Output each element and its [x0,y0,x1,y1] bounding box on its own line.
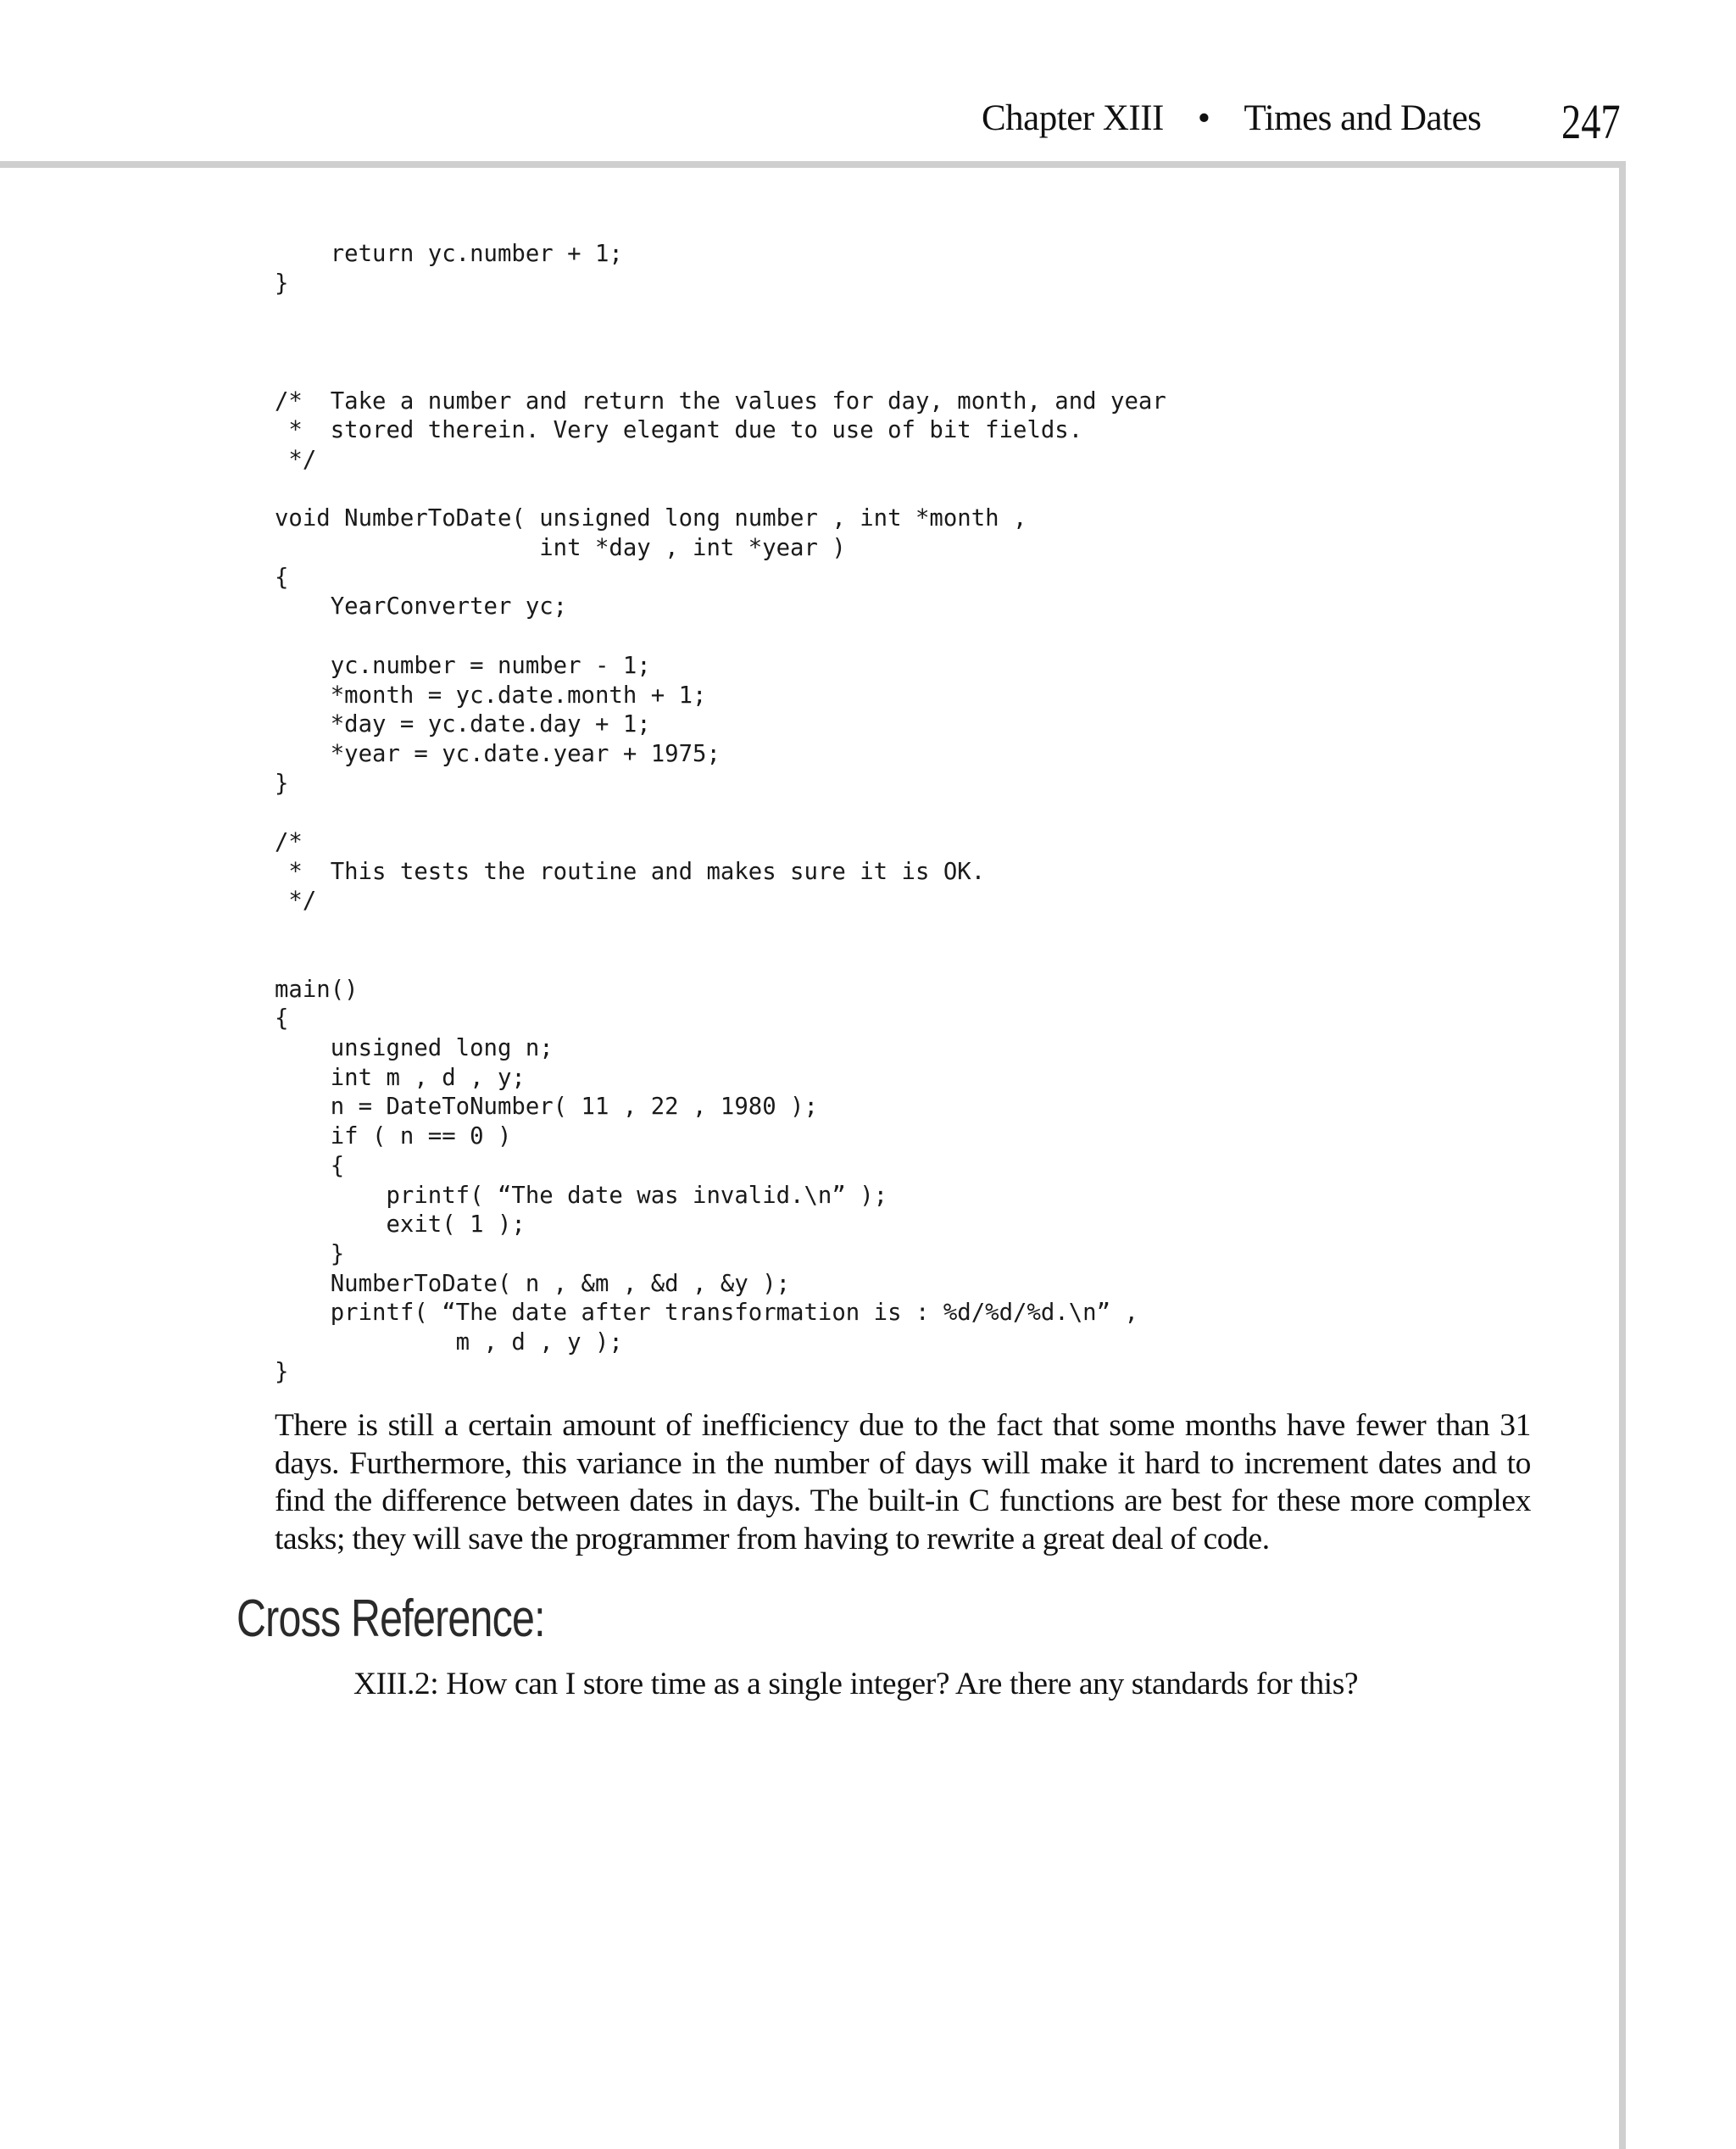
margin-rule [1619,161,1626,2149]
running-head [982,92,1481,146]
header-separator: • [1197,98,1210,138]
body-paragraph: There is still a certain amount of inefficiency due to the fact that some months have fewer than 31 days. Furthermore, this variance in the number of days will make it hard to increment dates and to find the difference between dates in days. The built-in C functions are best for these more complex tasks; they will save the programmer from having to rewrite a great deal of code. [275,1408,1531,1556]
cross-reference-item: XIII.2: How can I store time as a single integer? Are there any standards for this? [353,1667,1359,1701]
cross-reference-heading: Cross Reference: [236,1589,545,1648]
header-rule [0,161,1626,168]
chapter-title: Times and Dates [1244,98,1482,138]
page-number: 247 [1561,94,1621,149]
code-listing: return yc.number + 1; } /* Take a number and return the values for day, month, and year * stored therein. Very elegant due to use of bit fields. */ void NumberToDate( unsigned long number , int *month , int *day , int *year ) { YearConverter yc; yc.number = number - 1; *month = yc.date.month + 1; *day = yc.date.day + 1; *year = yc.date.year + 1975; } /* * This tests the routine and makes sure it is OK. */ main() { unsigned long n; int m , d , y; n = DateToNumber( 11 , 22 , 1980 ); if ( n == 0 ) { printf( “The date was invalid.\n” ); exit( 1 ); } NumberToDate( n , &m , &d , &y ); printf( “The date after transformation is : %d/%d/%d.\n” , m , d , y ); } [275,241,1166,1385]
chapter-label: Chapter XIII [982,98,1164,138]
